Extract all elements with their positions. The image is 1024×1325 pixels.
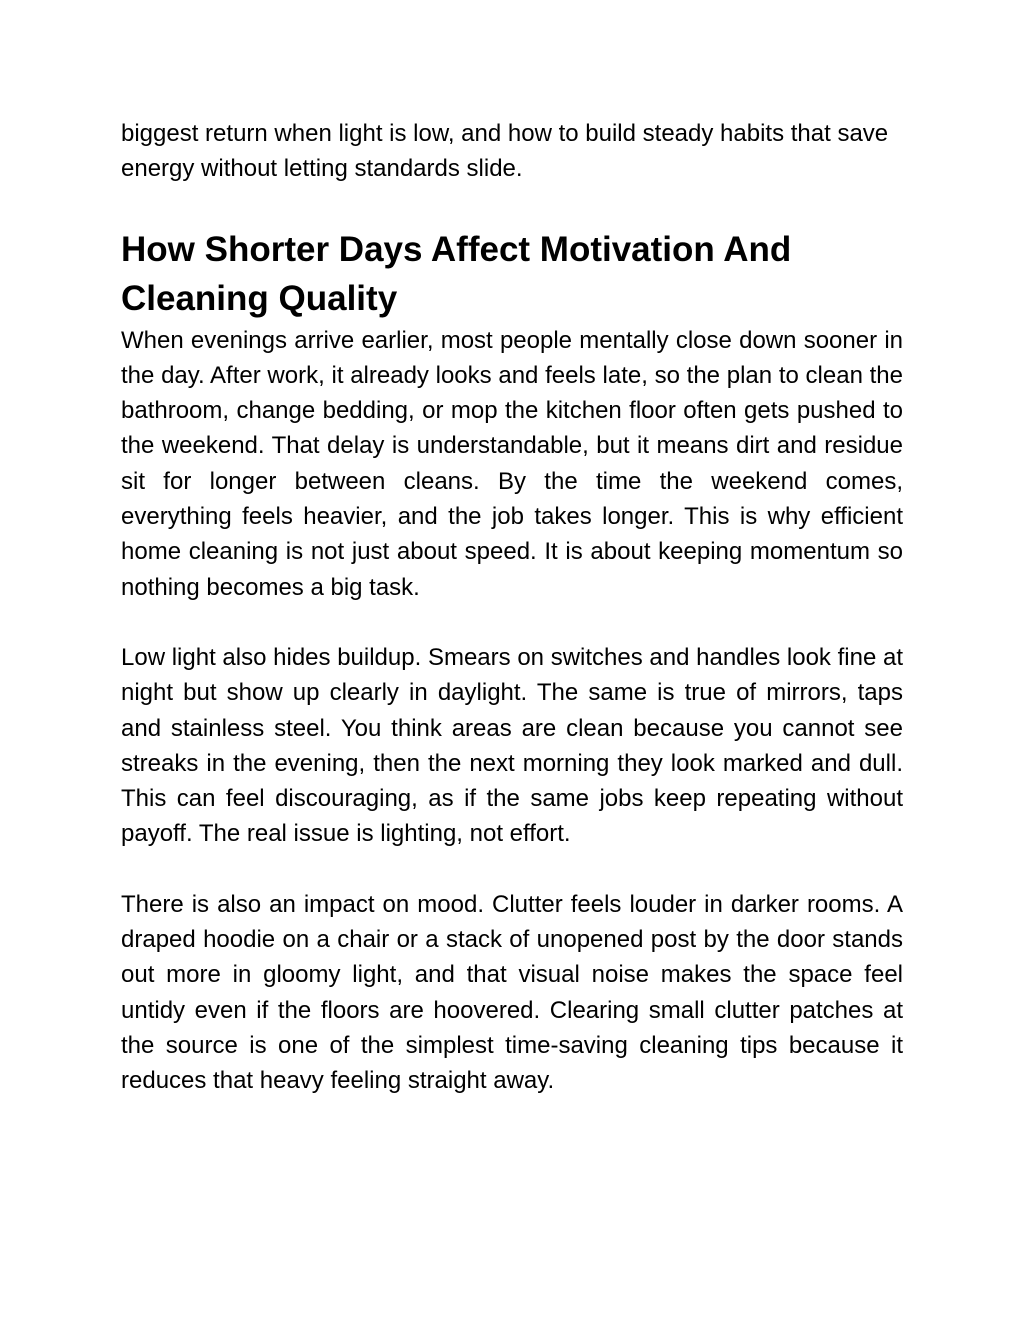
document-page	[121, 116, 903, 1099]
body-paragraph-mood: There is also an impact on mood. Clutter feels louder in darker rooms. A draped hoodie on a chair or a stack of unopened post by the door stands out more in gloomy light, and that visual noise makes the space feel untidy even if the floors are hoovered. Clearing small clutter patches at the source is one of the simplest time-saving cleaning tips because it reduces that heavy feeling straight away.	[121, 890, 903, 1095]
section-heading: How Shorter Days Affect Motivation And Cleaning Quality	[121, 229, 792, 318]
intro-paragraph: biggest return when light is low, and how to build steady habits that save energy without letting standards slide.	[121, 120, 889, 183]
body-paragraph-low-light: Low light also hides buildup. Smears on switches and handles look fine at night but show up clearly in daylight. The same is true of mirrors, taps and stainless steel. You think areas are clean because you cannot see streaks in the evening, then the next morning they look marked and dull. This can feel discouraging, as if the same jobs keep repeating without payoff. The real issue is lighting, not effort.	[121, 643, 903, 848]
body-paragraph-motivation: When evenings arrive earlier, most people mentally close down sooner in the day. After work, it already looks and feels late, so the plan to clean the bathroom, change bedding, or mop the kitchen floor often gets pushed to the weekend. That delay is understandable, but it means dirt and residue sit for longer between cleans. By the time the weekend comes, everything feels heavier, and the job takes longer. This is why efficient home cleaning is not just about speed. It is about keeping momentum so nothing becomes a big task.	[121, 326, 903, 601]
